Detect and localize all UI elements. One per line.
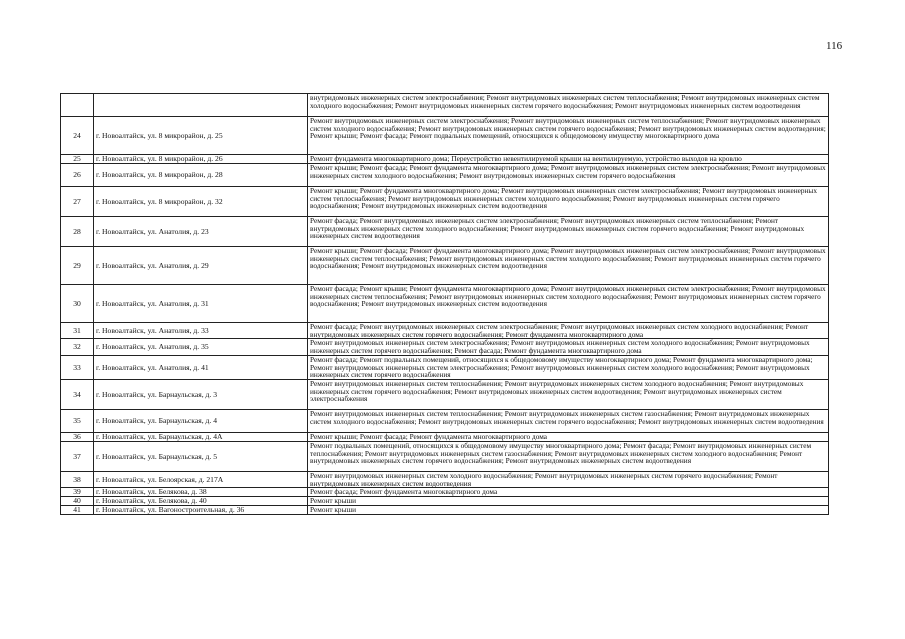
address-cell: г. Новоалтайск, ул. Барнаульская, д. 5	[94, 441, 308, 471]
table-row	[61, 155, 829, 164]
address-cell: г. Новоалтайск, ул. Анатолия, д. 31	[94, 285, 308, 323]
row-number-cell: 27	[61, 187, 94, 217]
works-cell: Ремонт крыши; Ремонт фасада; Ремонт фундамента многоквартирного дома; Ремонт внутридомовых инженерных систем электроснабжения; Ремонт внутридомовых инженерных систем холодного водоснабжения; Ремонт внутридомовых инженерных систем горячего водоснабжения	[308, 164, 829, 187]
table-row	[61, 488, 829, 497]
row-number-cell: 25	[61, 155, 94, 164]
row-number-cell	[61, 94, 94, 117]
table-row	[61, 355, 829, 379]
address-cell: г. Новоалтайск, ул. Анатолия, д. 33	[94, 323, 308, 339]
repair-works-table	[60, 93, 829, 515]
table-body	[61, 94, 829, 515]
row-number-cell: 37	[61, 441, 94, 471]
address-cell: г. Новоалтайск, ул. Барнаульская, д. 4	[94, 409, 308, 432]
works-cell: Ремонт внутридомовых инженерных систем холодного водоснабжения; Ремонт внутридомовых инженерных систем горячего водоснабжения; Ремонт внутридомовых инженерных систем водоотведения	[308, 471, 829, 487]
table-row	[61, 471, 829, 487]
works-cell: Ремонт крыши; Ремонт фасада; Ремонт фундамента многоквартирного дома	[308, 432, 829, 441]
row-number-cell: 39	[61, 488, 94, 497]
address-cell: г. Новоалтайск, ул. Барнаульская, д. 4А	[94, 432, 308, 441]
row-number-cell: 30	[61, 285, 94, 323]
works-cell: Ремонт внутридомовых инженерных систем электроснабжения; Ремонт внутридомовых инженерных систем теплоснабжения; Ремонт внутридомовых инженерных систем холодного водоснабжения; Ремонт внутридомовых инженерных систем горячего водоснабжения; Ремонт внутридомовых инженерных систем водоотведения; Ремонт крыши; Ремонт фасада; Ремонт подвальных помещений, относящихся к общедомовому имуществу многоквартирного дома	[308, 117, 829, 155]
works-cell: Ремонт фасада; Ремонт внутридомовых инженерных систем электроснабжения; Ремонт внутридомовых инженерных систем теплоснабжения; Ремонт внутридомовых инженерных систем холодного водоснабжения; Ремонт внутридомовых инженерных систем горячего водоснабжения; Ремонт внутридомовых инженерных систем водоотведения	[308, 217, 829, 247]
address-cell: г. Новоалтайск, ул. Анатолия, д. 35	[94, 339, 308, 355]
table-row	[61, 497, 829, 506]
row-number-cell: 38	[61, 471, 94, 487]
table-row	[61, 505, 829, 514]
address-cell: г. Новоалтайск, ул. Анатолия, д. 29	[94, 247, 308, 285]
table-row	[61, 339, 829, 355]
address-cell: г. Новоалтайск, ул. Белякова, д. 38	[94, 488, 308, 497]
works-cell: Ремонт фасада; Ремонт внутридомовых инженерных систем электроснабжения; Ремонт внутридомовых инженерных систем холодного водоснабжения; Ремонт внутридомовых инженерных систем горячего водоснабжения; Ремонт фундамента многоквартирного дома	[308, 323, 829, 339]
row-number-cell: 41	[61, 505, 94, 514]
address-cell: г. Новоалтайск, ул. Вагоностроительная, д. 36	[94, 505, 308, 514]
table-row	[61, 323, 829, 339]
table-row	[61, 432, 829, 441]
address-cell: г. Новоалтайск, ул. Белоярская, д. 217А	[94, 471, 308, 487]
works-cell: Ремонт крыши; Ремонт фундамента многоквартирного дома; Ремонт внутридомовых инженерных систем электроснабжения; Ремонт внутридомовых инженерных систем теплоснабжения; Ремонт внутридомовых инженерных систем холодного водоснабжения; Ремонт внутридомовых инженерных систем горячего водоснабжения; Ремонт внутридомовых инженерных систем водоотведения	[308, 187, 829, 217]
row-number-cell: 26	[61, 164, 94, 187]
row-number-cell: 34	[61, 379, 94, 409]
row-number-cell: 35	[61, 409, 94, 432]
row-number-cell: 36	[61, 432, 94, 441]
row-number-cell: 24	[61, 117, 94, 155]
address-cell: г. Новоалтайск, ул. Белякова, д. 40	[94, 497, 308, 506]
address-cell: г. Новоалтайск, ул. 8 микрорайон, д. 32	[94, 187, 308, 217]
address-cell: г. Новоалтайск, ул. 8 микрорайон, д. 26	[94, 155, 308, 164]
table-row	[61, 164, 829, 187]
works-cell: Ремонт подвальных помещений, относящихся к общедомовому имуществу многоквартирного дома; Ремонт фасада; Ремонт внутридомовых инженерных систем теплоснабжения; Ремонт внутридомовых инженерных систем газоснабжения; Ремонт внутридомовых инженерных систем холодного водоснабжения; Ремонт внутридомовых инженерных систем горячего водоснабжения; Ремонт внутридомовых инженерных систем водоотведения	[308, 441, 829, 471]
row-number-cell: 33	[61, 355, 94, 379]
page-number: 116	[826, 40, 843, 52]
works-cell: Ремонт крыши	[308, 497, 829, 506]
works-cell: Ремонт крыши	[308, 505, 829, 514]
works-cell: Ремонт фасада; Ремонт подвальных помещений, относящихся к общедомовому имуществу многоквартирного дома; Ремонт фундамента многоквартирного дома; Ремонт внутридомовых инженерных систем электроснабжения; Ремонт внутридомовых инженерных систем холодного водоснабжения; Ремонт внутридомовых инженерных систем горячего водоснабжения	[308, 355, 829, 379]
table-row	[61, 379, 829, 409]
works-cell: Ремонт внутридомовых инженерных систем электроснабжения; Ремонт внутридомовых инженерных систем холодного водоснабжения; Ремонт внутридомовых инженерных систем горячего водоснабжения; Ремонт фасада; Ремонт фундамента многоквартирного дома	[308, 339, 829, 355]
table-row	[61, 247, 829, 285]
works-cell: Ремонт внутридомовых инженерных систем теплоснабжения; Ремонт внутридомовых инженерных систем холодного водоснабжения; Ремонт внутридомовых инженерных систем горячего водоснабжения; Ремонт внутридомовых инженерных систем водоотведения; Ремонт внутридомовых инженерных систем электроснабжения	[308, 379, 829, 409]
address-cell	[94, 94, 308, 117]
address-cell: г. Новоалтайск, ул. Барнаульская, д. 3	[94, 379, 308, 409]
address-cell: г. Новоалтайск, ул. 8 микрорайон, д. 25	[94, 117, 308, 155]
works-cell: Ремонт фасада; Ремонт крыши; Ремонт фундамента многоквартирного дома; Ремонт внутридомовых инженерных систем электроснабжения; Ремонт внутридомовых инженерных систем теплоснабжения; Ремонт внутридомовых инженерных систем холодного водоснабжения; Ремонт внутридомовых инженерных систем горячего водоснабжения; Ремонт внутридомовых инженерных систем водоотведения	[308, 285, 829, 323]
table-row	[61, 285, 829, 323]
row-number-cell: 29	[61, 247, 94, 285]
works-cell: внутридомовых инженерных систем электроснабжения; Ремонт внутридомовых инженерных систем теплоснабжения; Ремонт внутридомовых инженерных систем холодного водоснабжения; Ремонт внутридомовых инженерных систем горячего водоснабжения; Ремонт внутридомовых инженерных систем водоотведения	[308, 94, 829, 117]
address-cell: г. Новоалтайск, ул. 8 микрорайон, д. 28	[94, 164, 308, 187]
table-row	[61, 441, 829, 471]
works-cell: Ремонт фасада; Ремонт фундамента многоквартирного дома	[308, 488, 829, 497]
table-row	[61, 117, 829, 155]
table-row	[61, 217, 829, 247]
table-row	[61, 187, 829, 217]
works-cell: Ремонт внутридомовых инженерных систем теплоснабжения; Ремонт внутридомовых инженерных систем газоснабжения; Ремонт внутридомовых инженерных систем холодного водоснабжения; Ремонт внутридомовых инженерных систем горячего водоснабжения; Ремонт внутридомовых инженерных систем водоотведения	[308, 409, 829, 432]
table-row	[61, 94, 829, 117]
row-number-cell: 32	[61, 339, 94, 355]
row-number-cell: 40	[61, 497, 94, 506]
address-cell: г. Новоалтайск, ул. Анатолия, д. 23	[94, 217, 308, 247]
address-cell: г. Новоалтайск, ул. Анатолия, д. 41	[94, 355, 308, 379]
row-number-cell: 31	[61, 323, 94, 339]
works-cell: Ремонт крыши; Ремонт фасада; Ремонт фундамента многоквартирного дома; Ремонт внутридомовых инженерных систем электроснабжения; Ремонт внутридомовых инженерных систем теплоснабжения; Ремонт внутридомовых инженерных систем холодного водоснабжения; Ремонт внутридомовых инженерных систем горячего водоснабжения; Ремонт внутридомовых инженерных систем водоотведения	[308, 247, 829, 285]
table-row	[61, 409, 829, 432]
row-number-cell: 28	[61, 217, 94, 247]
works-cell: Ремонт фундамента многоквартирного дома; Переустройство невентилируемой крыши на вентилируемую, устройство выходов на кровлю	[308, 155, 829, 164]
